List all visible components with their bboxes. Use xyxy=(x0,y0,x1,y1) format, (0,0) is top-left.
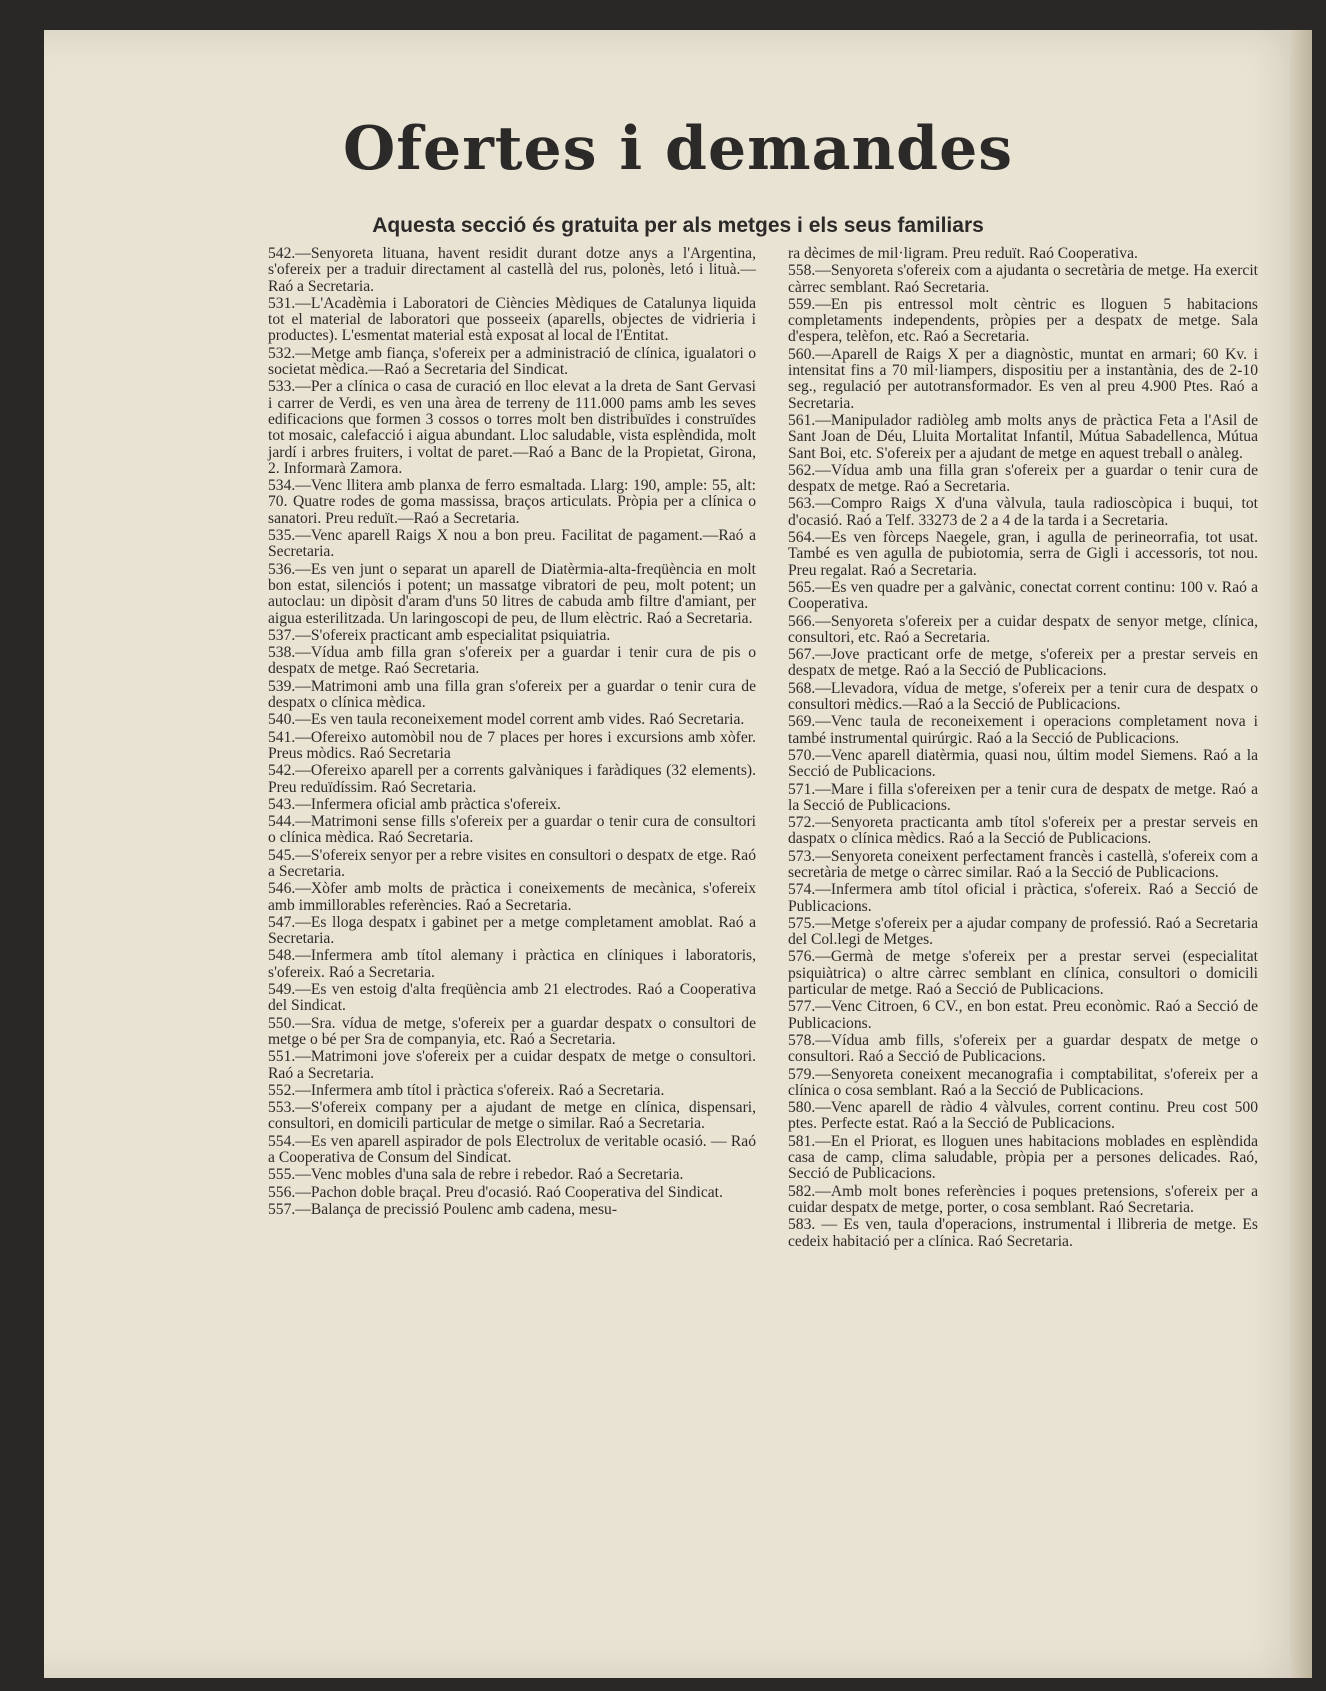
classified-ad: 576.—Germà de metge s'ofereix per a prestar servei (especialitat psiquiàtrica) o altre càrrec semblant en clínica, consultori o domicili particular de metge. Raó a Secció de Publicacions. xyxy=(788,948,1258,999)
page-title: Ofertes i demandes xyxy=(342,114,1014,184)
classified-ad: 535.—Venc aparell Raigs X nou a bon preu. Facilitat de pagament.—Raó a Secretaria. xyxy=(268,527,756,561)
classified-ad: 554.—Es ven aparell aspirador de pols Electrolux de veritable ocasió. — Raó a Cooperativa de Consum del Sindicat. xyxy=(268,1132,756,1167)
classified-ad: 542.—Ofereixo aparell per a corrents galvàniques i faràdiques (32 elements). Preu reduïdíssim. Raó Secretaria. xyxy=(268,762,756,796)
classified-ad: 542.—Senyoreta lituana, havent residit durant dotze anys a l'Argentina, s'ofereix per a traduir directament al castellà del rus, polonès, letó i lituà.—Raó a Secretaria. xyxy=(268,245,756,295)
classified-ad: ra dècimes de mil·ligram. Preu reduït. Raó Cooperativa. xyxy=(788,245,1138,262)
classified-ad: 552.—Infermera amb títol i pràctica s'ofereix. Raó a Secretaria. xyxy=(268,1081,665,1099)
classified-ad: 582.—Amb molt bones referències i poques pretensions, s'ofereix per a cuidar despatx de metge, porter, o cosa semblant. Raó Secretaria. xyxy=(788,1182,1258,1216)
classified-ad: 533.—Per a clínica o casa de curació en lloc elevat a la dreta de Sant Gervasi i carrer de Verdi, es ven una àrea de terreny de 111.000 pams amb les seves edificacions que formen 3 cossos o torres molt ben distribuïdes i construïdes tot mosaic, calefacció i aigua abundant. Lloc saludable, vista esplèndida, molt jardí i arbres fruiters, i voltat de paret.—Raó a Banc de la Propietat, Girona, 2. Informarà Zamora. xyxy=(268,378,756,477)
classified-ad: 559.—En pis entressol molt cèntric es lloguen 5 habitacions completaments independents, pròpies per a despatx de metge. Sala d'espera, telèfon, etc. Raó a Secretaria. xyxy=(788,295,1258,346)
classified-ad: 544.—Matrimoni sense fills s'ofereix per a guardar o tenir cura de consultori o clínica mèdica. Raó Secretaria. xyxy=(268,813,756,847)
classified-ad: 566.—Senyoreta s'ofereix per a cuidar despatx de senyor metge, clínica, consultori, etc. Raó a Secretaria. xyxy=(788,612,1258,646)
classified-ad: 555.—Venc mobles d'una sala de rebre i rebedor. Raó a Secretaria. xyxy=(268,1166,684,1184)
classified-ad: 574.—Infermera amb títol oficial i pràctica, s'ofereix. Raó a Secció de Publicacions. xyxy=(788,881,1258,915)
classified-ad: 573.—Senyoreta coneixent perfectament francès i castellà, s'ofereix com a secretària de metge o càrrec similar. Raó a la Secció de Publicacions. xyxy=(788,847,1258,881)
classified-ad: 536.—Es ven junt o separat un aparell de Diatèrmia-alta-freqüència en molt bon estat, silenciós i potent; un massatge vibratori de peu, molt potent; un autoclau: un dipòsit d'aram d'uns 50 litres de cabuda amb filtre d'amiant, per aigua esterilitzada. Un laringoscopi de peu, de llum elèctric. Raó a Secretaria. xyxy=(268,560,756,627)
classified-ad: 540.—Es ven taula reconeixement model corrent amb vides. Raó Secretaria. xyxy=(268,711,745,729)
classified-ad: 549.—Es ven estoig d'alta freqüència amb 21 electrodes. Raó a Cooperativa del Sindicat. xyxy=(268,981,756,1015)
classified-ad: 532.—Metge amb fiança, s'ofereix per a administració de clínica, igualatori o societat mèdica.—Raó a Secretaria del Sindicat. xyxy=(268,344,756,379)
classified-ad: 541.—Ofereixo automòbil nou de 7 places per hores i excursions amb xòfer. Preus mòdics. Raó Secretaria xyxy=(268,728,756,762)
page xyxy=(44,30,1312,1678)
classified-ad: 531.—L'Acadèmia i Laboratori de Ciències Mèdiques de Catalunya liquida tot el material de laboratori que posseeix (aparells, objectes de vidrieria i productes). L'esmentat material està exposat al local de l'Entitat. xyxy=(268,294,756,345)
classified-ad: 547.—Es lloga despatx i gabinet per a metge completament amoblat. Raó a Secretaria. xyxy=(268,913,756,948)
classified-ad: 539.—Matrimoni amb una filla gran s'ofereix per a guardar o tenir cura de despatx o clínica mèdica. xyxy=(268,677,756,712)
classified-ad: 550.—Sra. vídua de metge, s'ofereix per a guardar despatx o consultori de metge o bé per Sra de companyia, etc. Raó a Secretaria. xyxy=(268,1014,756,1048)
classified-ad: 562.—Vídua amb una filla gran s'ofereix per a guardar o tenir cura de despatx de metge. Raó a Secretaria. xyxy=(788,461,1258,496)
classified-ad: 581.—En el Priorat, es lloguen unes habitacions moblades en esplèndida casa de camp, clima saludable, pròpia per a persones delicades. Raó, Secció de Publicacions. xyxy=(788,1132,1258,1183)
classified-ad: 577.—Venc Citroen, 6 CV., en bon estat. Preu econòmic. Raó a Secció de Publicacions. xyxy=(788,998,1258,1032)
classified-ad: 537.—S'ofereix practicant amb especialitat psiquiatria. xyxy=(268,626,611,644)
classified-ad: 572.—Senyoreta practicanta amb títol s'ofereix per a prestar serveis en daspatx o clínica mèdics. Raó a la Secció de Publicacions. xyxy=(788,814,1258,848)
classified-ad: 557.—Balança de precissió Poulenc amb cadena, mesu- xyxy=(268,1200,618,1218)
classified-ad: 543.—Infermera oficial amb pràctica s'ofereix. xyxy=(268,795,561,813)
classified-ad: 545.—S'ofereix senyor per a rebre visites en consultori o despatx de etge. Raó a Secretaria. xyxy=(268,846,756,880)
classified-ad: 548.—Infermera amb títol alemany i pràctica en clíniques i laboratoris, s'ofereix. Raó a Secretaria. xyxy=(268,947,756,981)
page-edge xyxy=(1290,30,1312,1678)
classified-ad: 558.—Senyoreta s'ofereix com a ajudanta o secretària de metge. Ha exercit càrrec semblant. Raó Secretaria. xyxy=(788,262,1258,296)
page-subtitle: Aquesta secció és gratuita per als metges i els seus familiars xyxy=(372,214,984,237)
classified-ad: 568.—Llevadora, vídua de metge, s'ofereix per a tenir cura de despatx o consultori mèdics.—Raó a la Secció de Publicacions. xyxy=(788,679,1258,714)
classified-ad: 575.—Metge s'ofereix per a ajudar company de professió. Raó a Secretaria del Col.legi de Metges. xyxy=(788,914,1258,949)
classified-ad: 583. — Es ven, taula d'operacions, instrumental i llibreria de metge. Es cedeix habitació per a clínica. Raó Secretaria. xyxy=(788,1216,1258,1250)
classified-ad: 560.—Aparell de Raigs X per a diagnòstic, muntat en armari; 60 Kv. i intensitat fins a 70 mil·liampers, dispositiu per a instantània, des de 2-10 seg., regulació per autotransformador. Es ven al preu 4.900 Ptes. Raó a Secretaria. xyxy=(788,345,1258,412)
classified-ad: 534.—Venc llitera amb planxa de ferro esmaltada. Llarg: 190, ample: 55, alt: 70. Quatre rodes de goma massissa, braços articulats. Pròpia per a clínica o sanatori. Preu reduït.—Raó a Secretaria. xyxy=(268,477,756,527)
classified-ad: 578.—Vídua amb fills, s'ofereix per a guardar despatx de metge o consultori. Raó a Secció de Publicacions. xyxy=(788,1031,1258,1066)
classified-ad: 563.—Compro Raigs X d'una vàlvula, taula radioscòpica i buqui, tot d'ocasió. Raó a Telf. 33273 de 2 a 4 de la tarda i a Secretaria. xyxy=(788,495,1258,529)
classified-ad: 565.—Es ven quadre per a galvànic, conectat corrent continu: 100 v. Raó a Cooperativa. xyxy=(788,578,1258,613)
classified-ad: 569.—Venc taula de reconeixement i operacions completament nova i també instrumental quirúrgic. Raó a la Secció de Publicacions. xyxy=(788,713,1258,747)
classified-ad: 580.—Venc aparell de ràdio 4 vàlvules, corrent continu. Preu cost 500 ptes. Perfecte estat. Raó a la Secció de Publicacions. xyxy=(788,1099,1258,1133)
classified-ad: 579.—Senyoreta coneixent mecanografia i comptabilitat, s'ofereix per a clínica o cosa semblant. Raó a la Secció de Publicacions. xyxy=(788,1065,1258,1099)
classified-ad: 570.—Venc aparell diatèrmia, quasi nou, últim model Siemens. Raó a la Secció de Publicacions. xyxy=(788,746,1258,781)
classified-ad: 564.—Es ven fòrceps Naegele, gran, i agulla de perineorrafia, tot usat. També es ven agulla de pubiotomia, serra de Gigli i accessoris, tot nou. Preu regalat. Raó a Secretaria. xyxy=(788,529,1258,579)
classified-ad: 551.—Matrimoni jove s'ofereix per a cuidar despatx de metge o consultori. Raó a Secretaria. xyxy=(268,1048,756,1082)
classified-ad: 553.—S'ofereix company per a ajudant de metge en clínica, dispensari, consultori, en domicili particular de metge o similar. Raó a Secretaria. xyxy=(268,1099,756,1133)
classified-ad: 538.—Vídua amb filla gran s'ofereix per a guardar i tenir cura de pis o despatx de metge. Raó Secretaria. xyxy=(268,644,756,678)
classified-ad: 567.—Jove practicant orfe de metge, s'ofereix per a prestar serveis en despatx de metge. Raó a la Secció de Publicacions. xyxy=(788,646,1258,680)
classified-ad: 546.—Xòfer amb molts de pràctica i coneixements de mecànica, s'ofereix amb immillorables referències. Raó a Secretaria. xyxy=(268,880,756,914)
classified-ad: 571.—Mare i filla s'ofereixen per a tenir cura de despatx de metge. Raó a la Secció de Publicacions. xyxy=(788,780,1258,814)
classified-ad: 561.—Manipulador radiòleg amb molts anys de pràctica Feta a l'Asil de Sant Joan de Déu, Lluita Mortalitat Infantil, Mútua Sabadellenca, Mútua Sant Boi, etc. S'ofereix per a ajudant de metge en aquest treball o anàleg. xyxy=(788,411,1258,462)
classified-ad: 556.—Pachon doble braçal. Preu d'ocasió. Raó Cooperativa del Sindicat. xyxy=(268,1183,723,1201)
right-column xyxy=(788,246,1258,1251)
left-column xyxy=(268,246,756,1219)
